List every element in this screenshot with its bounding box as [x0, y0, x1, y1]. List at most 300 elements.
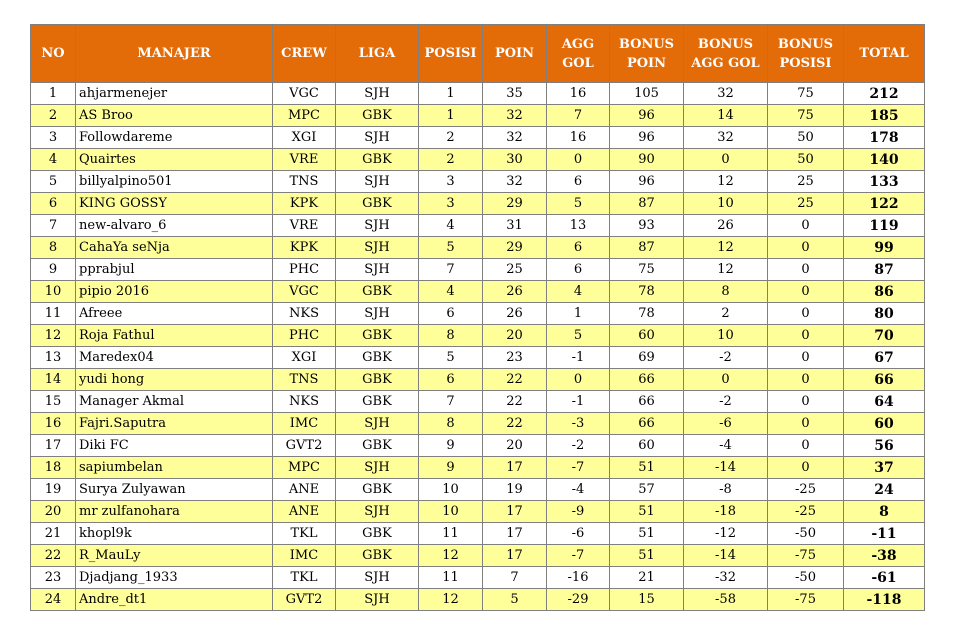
cell-bonus-posisi: 50 — [768, 149, 844, 171]
cell-bonus-poin: 105 — [610, 83, 684, 105]
cell-bonus-agg-gol: 0 — [684, 149, 768, 171]
header-label: AGG GOL — [691, 55, 760, 71]
cell-bonus-posisi: -75 — [768, 545, 844, 567]
cell-bonus-posisi: 75 — [768, 105, 844, 127]
table-row — [31, 457, 925, 479]
cell-no: 7 — [31, 215, 76, 237]
cell-posisi: 12 — [419, 589, 483, 611]
cell-liga: SJH — [336, 171, 419, 193]
cell-no: 10 — [31, 281, 76, 303]
cell-posisi: 7 — [419, 391, 483, 413]
cell-liga: SJH — [336, 303, 419, 325]
cell-manajer: Fajri.Saputra — [76, 413, 273, 435]
cell-bonus-agg-gol: -8 — [684, 479, 768, 501]
cell-poin: 32 — [483, 105, 547, 127]
cell-liga: GBK — [336, 149, 419, 171]
table-row — [31, 413, 925, 435]
table-row — [31, 281, 925, 303]
cell-bonus-poin: 87 — [610, 193, 684, 215]
cell-bonus-posisi: 50 — [768, 127, 844, 149]
cell-poin: 5 — [483, 589, 547, 611]
table-row — [31, 83, 925, 105]
cell-manajer: Afreee — [76, 303, 273, 325]
cell-bonus-agg-gol: 8 — [684, 281, 768, 303]
table-row — [31, 325, 925, 347]
cell-crew: MPC — [273, 105, 336, 127]
cell-posisi: 2 — [419, 127, 483, 149]
cell-total: 86 — [844, 281, 925, 303]
cell-manajer: Diki FC — [76, 435, 273, 457]
cell-poin: 23 — [483, 347, 547, 369]
cell-crew: GVT2 — [273, 435, 336, 457]
cell-no: 16 — [31, 413, 76, 435]
cell-no: 2 — [31, 105, 76, 127]
cell-posisi: 8 — [419, 325, 483, 347]
cell-liga: SJH — [336, 127, 419, 149]
column-header-total — [844, 25, 925, 83]
cell-bonus-posisi: -50 — [768, 523, 844, 545]
column-header-manajer — [76, 25, 273, 83]
cell-manajer: Andre_dt1 — [76, 589, 273, 611]
table-row — [31, 501, 925, 523]
cell-poin: 26 — [483, 303, 547, 325]
cell-total: 70 — [844, 325, 925, 347]
cell-no: 6 — [31, 193, 76, 215]
cell-bonus-poin: 96 — [610, 127, 684, 149]
cell-manajer: KING GOSSY — [76, 193, 273, 215]
cell-no: 19 — [31, 479, 76, 501]
cell-manajer: Roja Fathul — [76, 325, 273, 347]
cell-posisi: 7 — [419, 259, 483, 281]
cell-manajer: new-alvaro_6 — [76, 215, 273, 237]
cell-total: 122 — [844, 193, 925, 215]
header-label: NO — [41, 46, 65, 61]
standings-table-container — [30, 24, 924, 611]
cell-bonus-posisi: 0 — [768, 413, 844, 435]
cell-no: 17 — [31, 435, 76, 457]
cell-crew: VGC — [273, 83, 336, 105]
cell-bonus-poin: 57 — [610, 479, 684, 501]
cell-liga: GBK — [336, 523, 419, 545]
cell-crew: MPC — [273, 457, 336, 479]
cell-bonus-poin: 75 — [610, 259, 684, 281]
cell-poin: 29 — [483, 193, 547, 215]
cell-posisi: 2 — [419, 149, 483, 171]
cell-bonus-poin: 66 — [610, 369, 684, 391]
cell-crew: TNS — [273, 171, 336, 193]
cell-manajer: Manager Akmal — [76, 391, 273, 413]
column-header-liga — [336, 25, 419, 83]
cell-manajer: Followdareme — [76, 127, 273, 149]
cell-bonus-posisi: 25 — [768, 193, 844, 215]
cell-bonus-agg-gol: 10 — [684, 325, 768, 347]
column-header-bonus-poin — [610, 25, 684, 83]
cell-bonus-agg-gol: 0 — [684, 369, 768, 391]
cell-posisi: 10 — [419, 501, 483, 523]
header-row — [31, 25, 925, 83]
cell-posisi: 4 — [419, 281, 483, 303]
table-row — [31, 369, 925, 391]
cell-posisi: 9 — [419, 435, 483, 457]
cell-poin: 20 — [483, 325, 547, 347]
standings-table — [30, 24, 925, 611]
cell-liga: GBK — [336, 105, 419, 127]
table-row — [31, 523, 925, 545]
cell-bonus-posisi: -50 — [768, 567, 844, 589]
table-row — [31, 259, 925, 281]
cell-no: 9 — [31, 259, 76, 281]
cell-posisi: 12 — [419, 545, 483, 567]
cell-manajer: CahaYa seNja — [76, 237, 273, 259]
cell-total: 64 — [844, 391, 925, 413]
column-header-no — [31, 25, 76, 83]
cell-bonus-agg-gol: 12 — [684, 259, 768, 281]
cell-total: 66 — [844, 369, 925, 391]
cell-bonus-poin: 60 — [610, 435, 684, 457]
cell-bonus-agg-gol: -2 — [684, 347, 768, 369]
cell-total: -118 — [844, 589, 925, 611]
cell-bonus-posisi: -75 — [768, 589, 844, 611]
cell-no: 1 — [31, 83, 76, 105]
cell-bonus-agg-gol: 14 — [684, 105, 768, 127]
cell-crew: IMC — [273, 545, 336, 567]
cell-crew: NKS — [273, 391, 336, 413]
cell-bonus-agg-gol: -2 — [684, 391, 768, 413]
cell-manajer: Quairtes — [76, 149, 273, 171]
cell-bonus-poin: 51 — [610, 523, 684, 545]
cell-bonus-poin: 69 — [610, 347, 684, 369]
cell-bonus-poin: 21 — [610, 567, 684, 589]
column-header-agg-gol — [547, 25, 610, 83]
cell-posisi: 11 — [419, 567, 483, 589]
cell-bonus-posisi: -25 — [768, 479, 844, 501]
cell-bonus-posisi: 0 — [768, 347, 844, 369]
cell-no: 18 — [31, 457, 76, 479]
cell-liga: GBK — [336, 193, 419, 215]
cell-bonus-agg-gol: 26 — [684, 215, 768, 237]
cell-crew: PHC — [273, 259, 336, 281]
cell-liga: SJH — [336, 259, 419, 281]
cell-total: 80 — [844, 303, 925, 325]
cell-crew: VRE — [273, 215, 336, 237]
cell-bonus-poin: 87 — [610, 237, 684, 259]
cell-manajer: Maredex04 — [76, 347, 273, 369]
table-row — [31, 303, 925, 325]
cell-agg-gol: 16 — [547, 127, 610, 149]
cell-manajer: khopl9k — [76, 523, 273, 545]
cell-bonus-posisi: 0 — [768, 237, 844, 259]
cell-no: 13 — [31, 347, 76, 369]
cell-no: 24 — [31, 589, 76, 611]
cell-poin: 25 — [483, 259, 547, 281]
cell-total: 178 — [844, 127, 925, 149]
cell-posisi: 1 — [419, 105, 483, 127]
cell-bonus-posisi: 0 — [768, 369, 844, 391]
cell-crew: GVT2 — [273, 589, 336, 611]
cell-liga: SJH — [336, 413, 419, 435]
cell-agg-gol: -2 — [547, 435, 610, 457]
table-header — [31, 25, 925, 83]
cell-crew: XGI — [273, 347, 336, 369]
cell-posisi: 4 — [419, 215, 483, 237]
cell-liga: SJH — [336, 83, 419, 105]
cell-bonus-agg-gol: -14 — [684, 457, 768, 479]
cell-agg-gol: 0 — [547, 369, 610, 391]
table-row — [31, 567, 925, 589]
cell-total: 212 — [844, 83, 925, 105]
table-row — [31, 149, 925, 171]
cell-agg-gol: 5 — [547, 193, 610, 215]
cell-agg-gol: 13 — [547, 215, 610, 237]
cell-bonus-posisi: 0 — [768, 303, 844, 325]
header-label: POIN — [494, 46, 535, 61]
cell-liga: GBK — [336, 281, 419, 303]
cell-manajer: yudi hong — [76, 369, 273, 391]
cell-no: 5 — [31, 171, 76, 193]
cell-bonus-posisi: 25 — [768, 171, 844, 193]
cell-total: 8 — [844, 501, 925, 523]
cell-bonus-agg-gol: -18 — [684, 501, 768, 523]
header-label: BONUS — [777, 36, 834, 52]
cell-bonus-agg-gol: -6 — [684, 413, 768, 435]
cell-bonus-poin: 66 — [610, 413, 684, 435]
cell-crew: KPK — [273, 237, 336, 259]
cell-total: 60 — [844, 413, 925, 435]
cell-crew: TKL — [273, 523, 336, 545]
cell-total: -11 — [844, 523, 925, 545]
cell-bonus-agg-gol: -58 — [684, 589, 768, 611]
cell-total: 24 — [844, 479, 925, 501]
header-label: TOTAL — [859, 46, 909, 61]
cell-liga: SJH — [336, 457, 419, 479]
cell-bonus-posisi: 0 — [768, 457, 844, 479]
cell-bonus-agg-gol: 10 — [684, 193, 768, 215]
cell-bonus-poin: 66 — [610, 391, 684, 413]
cell-agg-gol: 6 — [547, 237, 610, 259]
cell-agg-gol: 0 — [547, 149, 610, 171]
cell-total: -61 — [844, 567, 925, 589]
cell-bonus-posisi: 0 — [768, 391, 844, 413]
cell-no: 23 — [31, 567, 76, 589]
cell-liga: SJH — [336, 589, 419, 611]
cell-liga: GBK — [336, 545, 419, 567]
cell-bonus-agg-gol: 12 — [684, 171, 768, 193]
cell-crew: VRE — [273, 149, 336, 171]
cell-poin: 22 — [483, 391, 547, 413]
cell-manajer: mr zulfanohara — [76, 501, 273, 523]
cell-crew: IMC — [273, 413, 336, 435]
cell-crew: TKL — [273, 567, 336, 589]
cell-crew: PHC — [273, 325, 336, 347]
table-row — [31, 435, 925, 457]
cell-bonus-posisi: -25 — [768, 501, 844, 523]
cell-agg-gol: -6 — [547, 523, 610, 545]
cell-bonus-agg-gol: -4 — [684, 435, 768, 457]
cell-liga: GBK — [336, 325, 419, 347]
cell-manajer: AS Broo — [76, 105, 273, 127]
cell-bonus-posisi: 0 — [768, 325, 844, 347]
table-row — [31, 589, 925, 611]
cell-liga: SJH — [336, 215, 419, 237]
cell-manajer: ahjarmenejer — [76, 83, 273, 105]
cell-agg-gol: -3 — [547, 413, 610, 435]
cell-no: 4 — [31, 149, 76, 171]
cell-posisi: 11 — [419, 523, 483, 545]
header-label: MANAJER — [137, 46, 211, 61]
cell-bonus-poin: 93 — [610, 215, 684, 237]
cell-bonus-agg-gol: 32 — [684, 83, 768, 105]
table-row — [31, 479, 925, 501]
cell-crew: NKS — [273, 303, 336, 325]
column-header-poin — [483, 25, 547, 83]
cell-bonus-poin: 51 — [610, 457, 684, 479]
cell-bonus-poin: 51 — [610, 501, 684, 523]
cell-agg-gol: -4 — [547, 479, 610, 501]
cell-bonus-poin: 51 — [610, 545, 684, 567]
cell-agg-gol: 16 — [547, 83, 610, 105]
header-label: CREW — [281, 46, 327, 61]
cell-poin: 30 — [483, 149, 547, 171]
cell-total: 133 — [844, 171, 925, 193]
cell-agg-gol: 1 — [547, 303, 610, 325]
cell-no: 14 — [31, 369, 76, 391]
cell-agg-gol: -1 — [547, 391, 610, 413]
cell-manajer: pipio 2016 — [76, 281, 273, 303]
cell-crew: ANE — [273, 479, 336, 501]
cell-poin: 17 — [483, 501, 547, 523]
cell-liga: SJH — [336, 567, 419, 589]
cell-manajer: Djadjang_1933 — [76, 567, 273, 589]
cell-bonus-poin: 96 — [610, 171, 684, 193]
cell-no: 20 — [31, 501, 76, 523]
table-row — [31, 545, 925, 567]
cell-agg-gol: -29 — [547, 589, 610, 611]
table-row — [31, 347, 925, 369]
cell-bonus-poin: 78 — [610, 303, 684, 325]
cell-bonus-agg-gol: 32 — [684, 127, 768, 149]
cell-total: 99 — [844, 237, 925, 259]
cell-agg-gol: -7 — [547, 545, 610, 567]
table-row — [31, 237, 925, 259]
table-row — [31, 127, 925, 149]
cell-bonus-posisi: 0 — [768, 435, 844, 457]
cell-agg-gol: -1 — [547, 347, 610, 369]
cell-bonus-agg-gol: -12 — [684, 523, 768, 545]
cell-no: 3 — [31, 127, 76, 149]
cell-no: 21 — [31, 523, 76, 545]
cell-poin: 19 — [483, 479, 547, 501]
cell-bonus-agg-gol: -14 — [684, 545, 768, 567]
cell-crew: ANE — [273, 501, 336, 523]
cell-total: 37 — [844, 457, 925, 479]
cell-crew: TNS — [273, 369, 336, 391]
column-header-posisi — [419, 25, 483, 83]
cell-bonus-poin: 90 — [610, 149, 684, 171]
cell-crew: VGC — [273, 281, 336, 303]
table-row — [31, 215, 925, 237]
header-label: POSISI — [424, 46, 477, 61]
cell-bonus-posisi: 75 — [768, 83, 844, 105]
cell-agg-gol: 7 — [547, 105, 610, 127]
cell-manajer: sapiumbelan — [76, 457, 273, 479]
cell-posisi: 6 — [419, 369, 483, 391]
header-label: BONUS — [697, 36, 754, 52]
table-row — [31, 105, 925, 127]
cell-posisi: 5 — [419, 237, 483, 259]
cell-poin: 17 — [483, 545, 547, 567]
cell-agg-gol: 6 — [547, 171, 610, 193]
cell-bonus-agg-gol: 12 — [684, 237, 768, 259]
cell-bonus-agg-gol: 2 — [684, 303, 768, 325]
column-header-bonus-agg-gol — [684, 25, 768, 83]
cell-bonus-posisi: 0 — [768, 259, 844, 281]
cell-total: 119 — [844, 215, 925, 237]
cell-posisi: 5 — [419, 347, 483, 369]
header-label: GOL — [562, 55, 594, 71]
cell-manajer: R_MauLy — [76, 545, 273, 567]
cell-posisi: 9 — [419, 457, 483, 479]
cell-poin: 32 — [483, 171, 547, 193]
cell-liga: GBK — [336, 347, 419, 369]
cell-total: 87 — [844, 259, 925, 281]
cell-bonus-poin: 60 — [610, 325, 684, 347]
cell-no: 11 — [31, 303, 76, 325]
table-body — [31, 83, 925, 611]
cell-bonus-poin: 78 — [610, 281, 684, 303]
cell-liga: GBK — [336, 479, 419, 501]
cell-agg-gol: -9 — [547, 501, 610, 523]
cell-total: 185 — [844, 105, 925, 127]
cell-poin: 20 — [483, 435, 547, 457]
cell-poin: 17 — [483, 457, 547, 479]
cell-manajer: pprabjul — [76, 259, 273, 281]
cell-no: 12 — [31, 325, 76, 347]
cell-posisi: 1 — [419, 83, 483, 105]
cell-poin: 17 — [483, 523, 547, 545]
cell-posisi: 8 — [419, 413, 483, 435]
cell-total: -38 — [844, 545, 925, 567]
cell-bonus-posisi: 0 — [768, 281, 844, 303]
cell-liga: SJH — [336, 237, 419, 259]
header-label: BONUS — [618, 36, 675, 52]
cell-liga: GBK — [336, 435, 419, 457]
cell-manajer: billyalpino501 — [76, 171, 273, 193]
cell-poin: 22 — [483, 413, 547, 435]
cell-agg-gol: -16 — [547, 567, 610, 589]
column-header-bonus-posisi — [768, 25, 844, 83]
cell-posisi: 10 — [419, 479, 483, 501]
cell-agg-gol: 5 — [547, 325, 610, 347]
table-row — [31, 171, 925, 193]
header-label: POSISI — [779, 55, 832, 71]
table-row — [31, 193, 925, 215]
cell-total: 67 — [844, 347, 925, 369]
table-row — [31, 391, 925, 413]
cell-manajer: Surya Zulyawan — [76, 479, 273, 501]
cell-crew: KPK — [273, 193, 336, 215]
header-label: POIN — [626, 55, 667, 71]
header-label: AGG — [561, 36, 595, 52]
cell-bonus-poin: 15 — [610, 589, 684, 611]
cell-poin: 7 — [483, 567, 547, 589]
header-label: LIGA — [358, 46, 396, 61]
cell-crew: XGI — [273, 127, 336, 149]
cell-bonus-posisi: 0 — [768, 215, 844, 237]
cell-liga: SJH — [336, 501, 419, 523]
cell-liga: GBK — [336, 369, 419, 391]
cell-poin: 32 — [483, 127, 547, 149]
cell-posisi: 3 — [419, 171, 483, 193]
